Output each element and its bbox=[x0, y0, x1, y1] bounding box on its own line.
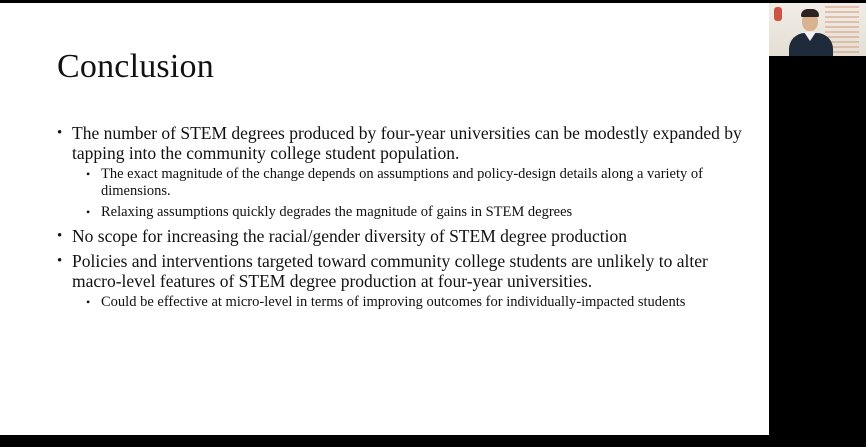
bullet-item bbox=[57, 251, 747, 311]
speaker-hair bbox=[801, 9, 819, 17]
bullet-text: No scope for increasing the racial/gender diversity of STEM degree production bbox=[72, 226, 627, 246]
bullet-icon: • bbox=[57, 228, 63, 244]
wall-logo-icon bbox=[774, 7, 782, 21]
bullet-list bbox=[57, 123, 747, 316]
bullet-icon: • bbox=[86, 295, 91, 309]
sub-bullet-text: Could be effective at micro-level in terms of improving outcomes for individually-impacted students bbox=[101, 294, 686, 310]
slide-title: Conclusion bbox=[57, 48, 214, 85]
bullet-item bbox=[57, 226, 747, 246]
bullet-text: The number of STEM degrees produced by four-year universities can be modestly expanded by tapping into the community college student population. bbox=[72, 123, 742, 163]
sub-bullet-item bbox=[86, 166, 747, 200]
bullet-text: Policies and interventions targeted toward community college students are unlikely to alter macro-level features of STEM degree production at four-year universities. bbox=[72, 251, 708, 291]
presentation-slide bbox=[0, 3, 769, 435]
webcam-video-thumbnail[interactable] bbox=[769, 3, 866, 56]
sub-bullet-text: Relaxing assumptions quickly degrades the magnitude of gains in STEM degrees bbox=[101, 204, 573, 220]
sub-bullet-list bbox=[72, 166, 747, 221]
bullet-icon: • bbox=[86, 167, 91, 181]
bullet-icon: • bbox=[57, 125, 63, 141]
sub-bullet-item bbox=[86, 294, 747, 311]
bullet-icon: • bbox=[57, 253, 63, 269]
sub-bullet-item bbox=[86, 204, 747, 221]
sub-bullet-text: The exact magnitude of the change depends on assumptions and policy-design details along a variety of dimensions. bbox=[101, 166, 703, 199]
bullet-item bbox=[57, 123, 747, 221]
bullet-icon: • bbox=[86, 205, 91, 219]
sub-bullet-list bbox=[72, 294, 747, 311]
